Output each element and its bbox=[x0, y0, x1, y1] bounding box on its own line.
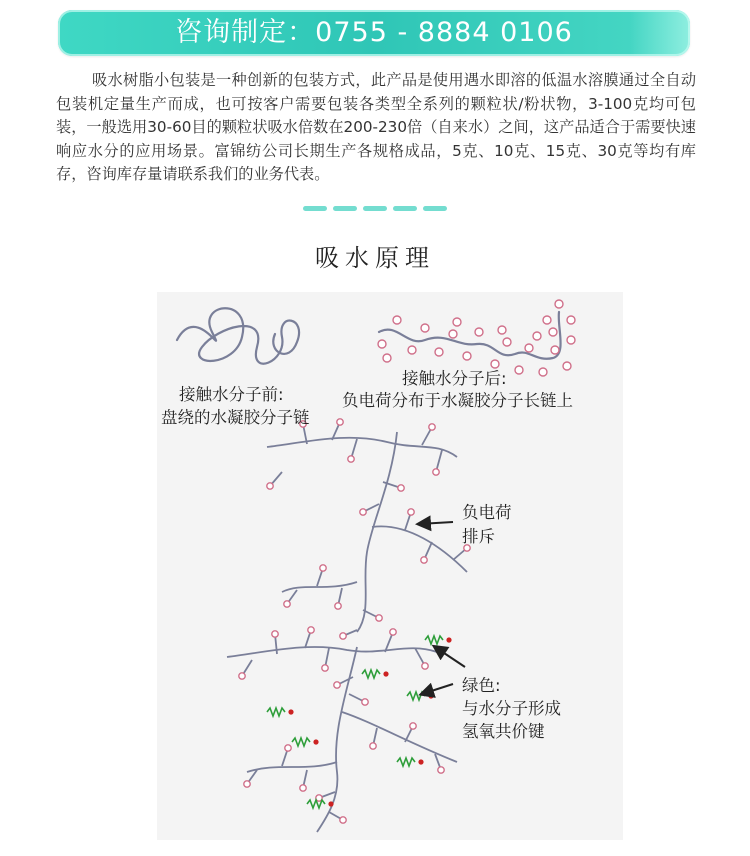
charge-node bbox=[475, 328, 483, 336]
charge-node bbox=[267, 483, 273, 489]
label-before-1: 接触水分子前: bbox=[179, 385, 284, 404]
charge-node bbox=[429, 424, 435, 430]
charge-node bbox=[390, 629, 396, 635]
charge-node bbox=[272, 631, 278, 637]
charge-node bbox=[491, 360, 499, 368]
hydrated-polymer bbox=[227, 630, 457, 832]
divider-dash bbox=[423, 206, 447, 211]
label-repel-1: 负电荷 bbox=[462, 503, 512, 522]
contact-banner bbox=[58, 10, 690, 56]
green-arrow-bottom bbox=[422, 684, 453, 694]
label-after-1: 接触水分子后: bbox=[402, 369, 507, 388]
charge-node bbox=[334, 682, 340, 688]
divider-dash bbox=[363, 206, 387, 211]
charge-node bbox=[337, 419, 343, 425]
hydrogen-atom bbox=[383, 671, 388, 676]
charge-node bbox=[435, 348, 443, 356]
hydrogen-atom bbox=[428, 693, 433, 698]
charge-node bbox=[422, 663, 428, 669]
charge-node bbox=[408, 346, 416, 354]
charge-node bbox=[340, 633, 346, 639]
hydrogen-atom bbox=[328, 801, 333, 806]
green-arrow-top bbox=[435, 647, 465, 667]
label-green-2: 与水分子形成 bbox=[462, 699, 561, 718]
charge-node bbox=[244, 781, 250, 787]
charge-node bbox=[533, 332, 541, 340]
charge-node bbox=[300, 785, 306, 791]
hydrogen-bonds bbox=[267, 636, 452, 808]
charge-node bbox=[503, 338, 511, 346]
charge-node bbox=[408, 509, 414, 515]
label-green-1: 绿色: bbox=[462, 676, 501, 695]
charge-node bbox=[433, 469, 439, 475]
intro-paragraph: 吸水树脂小包装是一种创新的包装方式，此产品是使用遇水即溶的低温水溶膜通过全自动包装机定量生产而成，也可按客户需要包装各类型全系列的颗粒状/粉状物，3-100克均可包装，一般选用30-60目的颗粒状吸水倍数在200-230倍（自来水）之间，这产品适合于需要快速响应水分的应用场景。富锦纺公司长期生产各规格成品，5克、10克、15克、30克等均有库存，咨询库存量请联系我们的业务代表。 bbox=[56, 71, 696, 183]
divider-dash bbox=[333, 206, 357, 211]
charge-node bbox=[498, 326, 506, 334]
charge-node bbox=[284, 601, 290, 607]
label-after-2: 负电荷分布于水凝胶分子长链上 bbox=[342, 391, 573, 410]
charge-node bbox=[393, 316, 401, 324]
charge-node bbox=[543, 316, 551, 324]
hydrogen-bond bbox=[397, 758, 415, 766]
section-title: 吸水原理 bbox=[315, 244, 435, 272]
label-before-2: 盘绕的水凝胶分子链 bbox=[161, 408, 310, 427]
hydrogen-bond bbox=[267, 708, 285, 716]
divider-dash bbox=[393, 206, 417, 211]
charge-node bbox=[410, 723, 416, 729]
coiled-chain bbox=[177, 308, 299, 363]
hydrogen-atom bbox=[418, 759, 423, 764]
charge-node bbox=[438, 767, 444, 773]
hydrogen-atom bbox=[313, 739, 318, 744]
charge-node bbox=[322, 665, 328, 671]
charge-node bbox=[449, 330, 457, 338]
charge-node bbox=[551, 346, 559, 354]
charge-node bbox=[515, 366, 523, 374]
label-green-3: 氢氧共价键 bbox=[462, 722, 545, 741]
charge-node bbox=[308, 627, 314, 633]
charge-node bbox=[239, 673, 245, 679]
charge-node bbox=[563, 362, 571, 370]
charge-nodes-middle bbox=[267, 419, 470, 639]
charge-node bbox=[285, 745, 291, 751]
hydrogen-bond bbox=[292, 738, 310, 746]
charge-node bbox=[539, 368, 547, 376]
charge-node bbox=[453, 318, 461, 326]
charge-node bbox=[376, 615, 382, 621]
charge-node bbox=[421, 324, 429, 332]
repel-arrow bbox=[419, 522, 453, 524]
charge-node bbox=[421, 557, 427, 563]
charge-node bbox=[360, 509, 366, 515]
charge-node bbox=[348, 456, 354, 462]
hydrogen-bond bbox=[362, 670, 380, 678]
label-repel-2: 排斥 bbox=[462, 527, 495, 546]
diagram-canvas bbox=[157, 292, 623, 840]
charge-node bbox=[567, 316, 575, 324]
banner-title: 咨询制定：0755 - 8884 0106 bbox=[175, 17, 573, 48]
section-divider bbox=[303, 206, 448, 212]
charge-node bbox=[362, 699, 368, 705]
charge-node bbox=[525, 344, 533, 352]
hydrogen-atom bbox=[446, 637, 451, 642]
hydrogen-bond bbox=[307, 800, 325, 808]
repelled-polymer bbox=[267, 422, 467, 636]
charge-node bbox=[567, 336, 575, 344]
absorption-diagram bbox=[157, 292, 623, 840]
divider-dash bbox=[303, 206, 327, 211]
charge-node bbox=[370, 743, 376, 749]
charge-node bbox=[378, 340, 386, 348]
charge-node bbox=[383, 354, 391, 362]
charge-node bbox=[549, 328, 557, 336]
hydrogen-bond bbox=[425, 636, 443, 644]
charge-nodes-bottom bbox=[239, 627, 444, 823]
charge-node bbox=[463, 352, 471, 360]
charge-node bbox=[555, 300, 563, 308]
hydrogen-atom bbox=[288, 709, 293, 714]
charge-node bbox=[340, 817, 346, 823]
charge-node bbox=[320, 565, 326, 571]
charge-node bbox=[335, 603, 341, 609]
charge-node bbox=[398, 485, 404, 491]
